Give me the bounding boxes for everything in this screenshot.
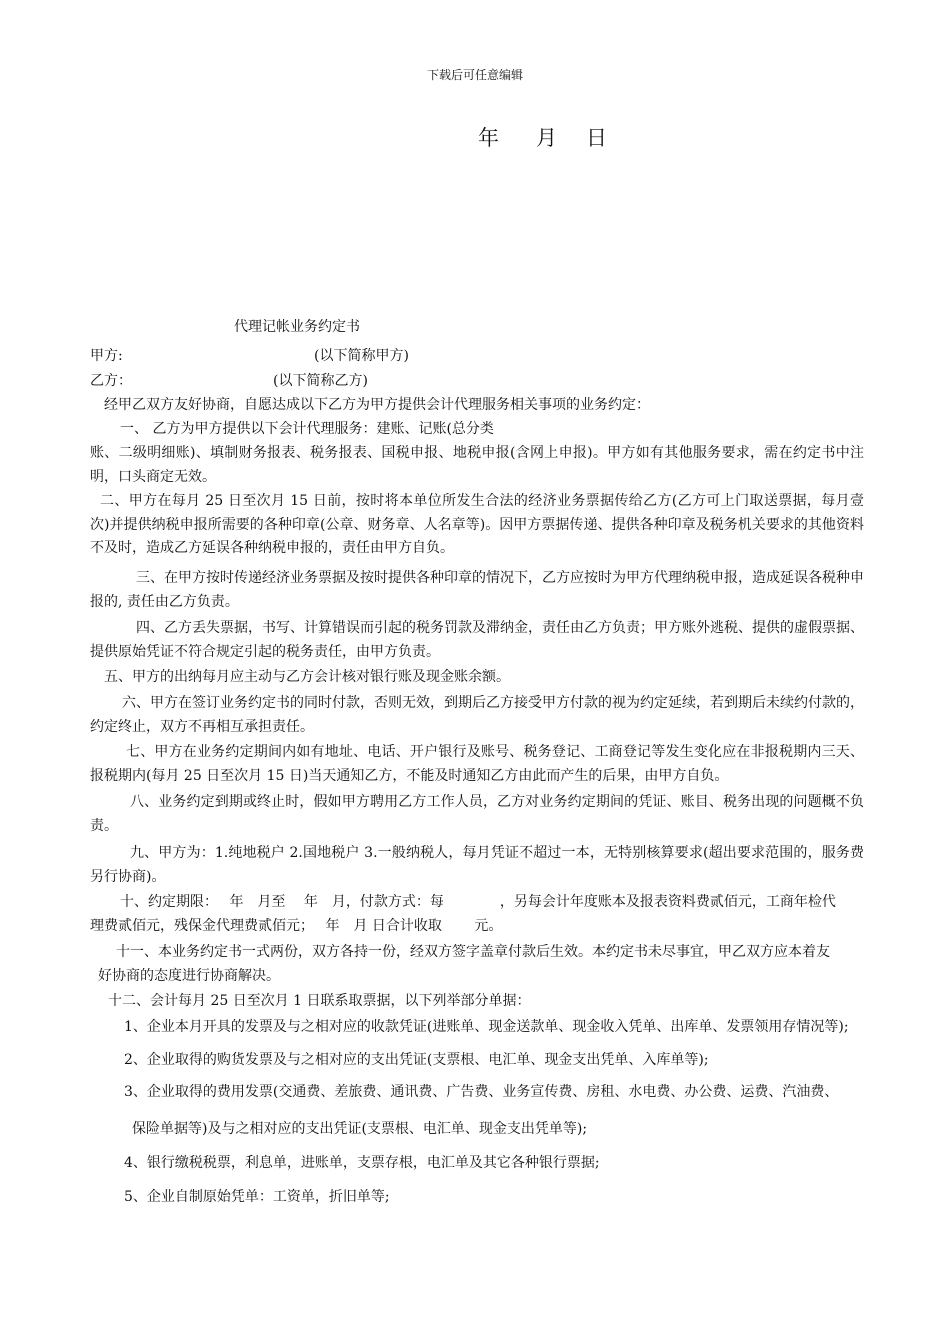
clause-1-rest: 账、二级明细账)、填制财务报表、税务报表、国税申报、地税申报(含网上申报)。甲方如有其他服务要求，需在约定书中注明，口头商定无效。	[90, 445, 864, 485]
contract-body	[90, 0, 864, 1344]
intro-paragraph: 经甲乙双方友好协商，自愿达成以下乙方为甲方提供会计代理服务相关事项的业务约定：	[104, 397, 650, 413]
party-a-note: (以下简称甲方)	[314, 348, 409, 364]
party-b-label: 乙方：	[90, 373, 132, 389]
clause-4: 四、乙方丢失票据，书写、计算错误而引起的税务罚款及滞纳金，责任由乙方负责；甲方账外逃税、提供的虚假票据、提供原始凭证不符合规定引起的税务责任，由甲方负责。	[90, 620, 864, 660]
clause-8: 八、业务约定到期或终止时，假如甲方聘用乙方工作人员，乙方对业务约定期间的凭证、账目、税务出现的问题概不负责。	[90, 794, 864, 834]
header-note: 下载后可任意编辑	[426, 68, 523, 82]
receipt-item-4: 4、银行缴税税票，利息单，进账单，支票存根，电汇单及其它各种银行票据;	[124, 1155, 600, 1171]
clause-11-line-2: 好协商的态度进行协商解决。	[98, 968, 280, 984]
party-a-label: 甲方:	[90, 348, 123, 364]
date-day: 日	[586, 126, 607, 150]
date-year: 年	[478, 126, 499, 150]
party-b-note: (以下简称乙方)	[273, 373, 368, 389]
clause-7: 七、甲方在业务约定期间内如有地址、电话、开户银行及账号、税务登记、工商登记等发生变化应在非报税期内三天、报税期内(每月 25 日至次月 15 日)当天通知乙方，不能及时通知乙方由此而产生的后果，由甲方自负。	[90, 744, 864, 784]
clause-5: 五、甲方的出纳每月应主动与乙方会计核对银行账及现金账余额。	[104, 669, 510, 685]
receipt-item-5: 5、企业自制原始凭单：工资单，折旧单等;	[124, 1189, 390, 1205]
clause-10-line-1: 十、约定期限： 年 月至 年 月，付款方式：每 ，另每会计年度账本及报表资料费贰佰元，工商年检代	[120, 894, 836, 910]
clause-9: 九、甲方为：1.纯地税户 2.国地税户 3.一般纳税人，每月凭证不超过一本，无特别核算要求(超出要求范围的，服务费另行协商)。	[90, 845, 864, 885]
date-month: 月	[536, 126, 557, 150]
receipt-item-3-line-2: 保险单据等)及与之相对应的支出凭证(支票根、电汇单、现金支出凭单等);	[132, 1121, 588, 1137]
receipt-item-2: 2、企业取得的购货发票及与之相对应的支出凭证(支票根、电汇单、现金支出凭单、入库单等);	[124, 1052, 709, 1068]
clause-1-line-1: 一、 乙方为甲方提供以下会计代理服务：建账、记账(总分类	[120, 421, 494, 437]
clause-2: 二、甲方在每月 25 日至次月 15 日前，按时将本单位所发生合法的经济业务票据传给乙方(乙方可上门取送票据，每月壹次)并提供纳税申报所需要的各种印章(公章、财务章、人名章等)。因甲方票据传递、提供各种印章及税务机关要求的其他资料不及时，造成乙方延误各种纳税申报的，责任由甲方自负。	[90, 493, 864, 556]
clause-6: 六、甲方在签订业务约定书的同时付款，否则无效，到期后乙方接受甲方付款的视为约定延续，若到期后未续约付款的，约定终止，双方不再相互承担责任。	[90, 695, 864, 735]
receipt-item-1: 1、企业本月开具的发票及与之相对应的收款凭证(进账单、现金送款单、现金收入凭单、出库单、发票领用存情况等);	[124, 1019, 849, 1035]
clause-12: 十二、会计每月 25 日至次月 1 日联系取票据，以下列举部分单据：	[108, 993, 531, 1009]
document-title: 代理记帐业务约定书	[234, 319, 360, 335]
clause-3: 三、在甲方按时传递经济业务票据及按时提供各种印章的情况下，乙方应按时为甲方代理纳税申报，造成延误各税种申报的, 责任由乙方负责。	[90, 570, 864, 610]
receipt-item-3-line-1: 3、企业取得的费用发票(交通费、差旅费、通讯费、广告费、业务宣传费、房租、水电费、办公费、运费、汽油费、	[124, 1084, 839, 1100]
clause-10-line-2: 理费贰佰元，残保金代理费贰佰元； 年 月 日合计收取 元。	[90, 918, 503, 934]
clause-11-line-1: 十一、本业务约定书一式两份，双方各持一份，经双方签字盖章付款后生效。本约定书未尽事宜，甲乙双方应本着友	[116, 944, 830, 960]
